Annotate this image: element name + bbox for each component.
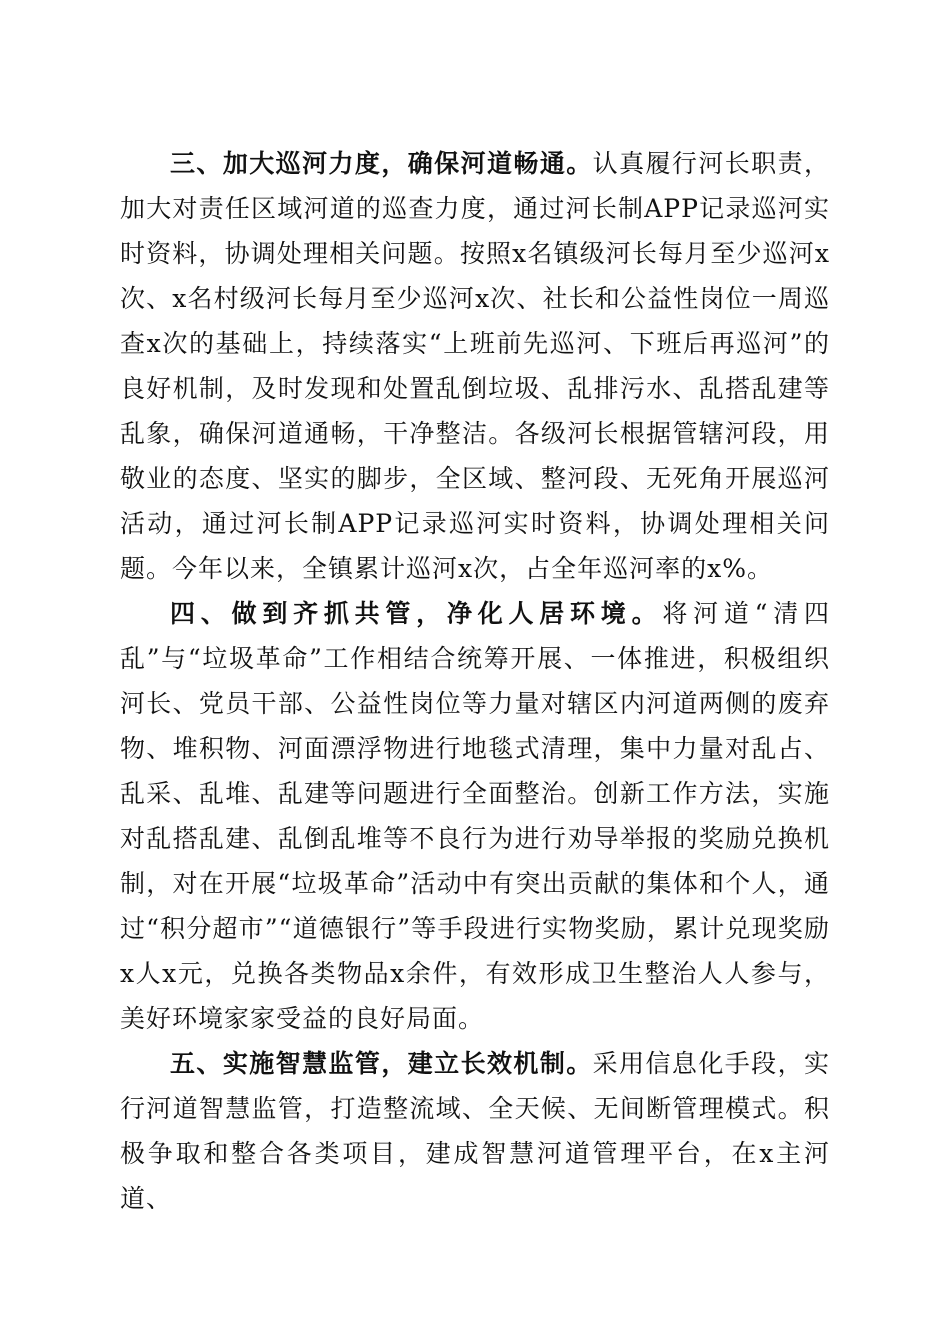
paragraph-heading: 五、实施智慧监管，建立长效机制。 [170,1049,593,1078]
paragraph-patrol [120,141,830,591]
paragraph-body: 认真履行河长职责，加大对责任区域河道的巡查力度，通过河长制APP记录巡河实时资料，协调处理相关问题。按照x名镇级河长每月至少巡河x次、x名村级河长每月至少巡河x次、社长和公益性岗位一周巡查x次的基础上，持续落实“上班前先巡河、下班后再巡河”的良好机制，及时发现和处置乱倒垃圾、乱排污水、乱搭乱建等乱象，确保河道通畅，干净整洁。各级河长根据管辖河段，用敬业的态度、坚实的脚步，全区域、整河段、无死角开展巡河活动，通过河长制APP记录巡河实时资料，协调处理相关问题。今年以来，全镇累计巡河x次，占全年巡河率的x%。 [120,149,830,583]
paragraph-heading: 四、做到齐抓共管，净化人居环境。 [170,599,663,628]
paragraph-environment [120,591,830,1041]
paragraph-heading: 三、加大巡河力度，确保河道畅通。 [170,149,593,178]
paragraph-body: 采用信息化手段，实行河道智慧监管，打造整流域、全天候、无间断管理模式。积极争取和整合各类项目，建成智慧河道管理平台，在x主河道、 [120,1049,830,1213]
paragraph-smart-supervision [120,1041,830,1221]
paragraph-body: 将河道“清四乱”与“垃圾革命”工作相结合统筹开展、一体推进，积极组织河长、党员干部、公益性岗位等力量对辖区内河道两侧的废弃物、堆积物、河面漂浮物进行地毯式清理，集中力量对乱占、乱采、乱堆、乱建等问题进行全面整治。创新工作方法，实施对乱搭乱建、乱倒乱堆等不良行为进行劝导举报的奖励兑换机制，对在开展“垃圾革命”活动中有突出贡献的集体和个人，通过“积分超市”“道德银行”等手段进行实物奖励，累计兑现奖励x人x元，兑换各类物品x余件，有效形成卫生整治人人参与，美好环境家家受益的良好局面。 [120,599,830,1033]
